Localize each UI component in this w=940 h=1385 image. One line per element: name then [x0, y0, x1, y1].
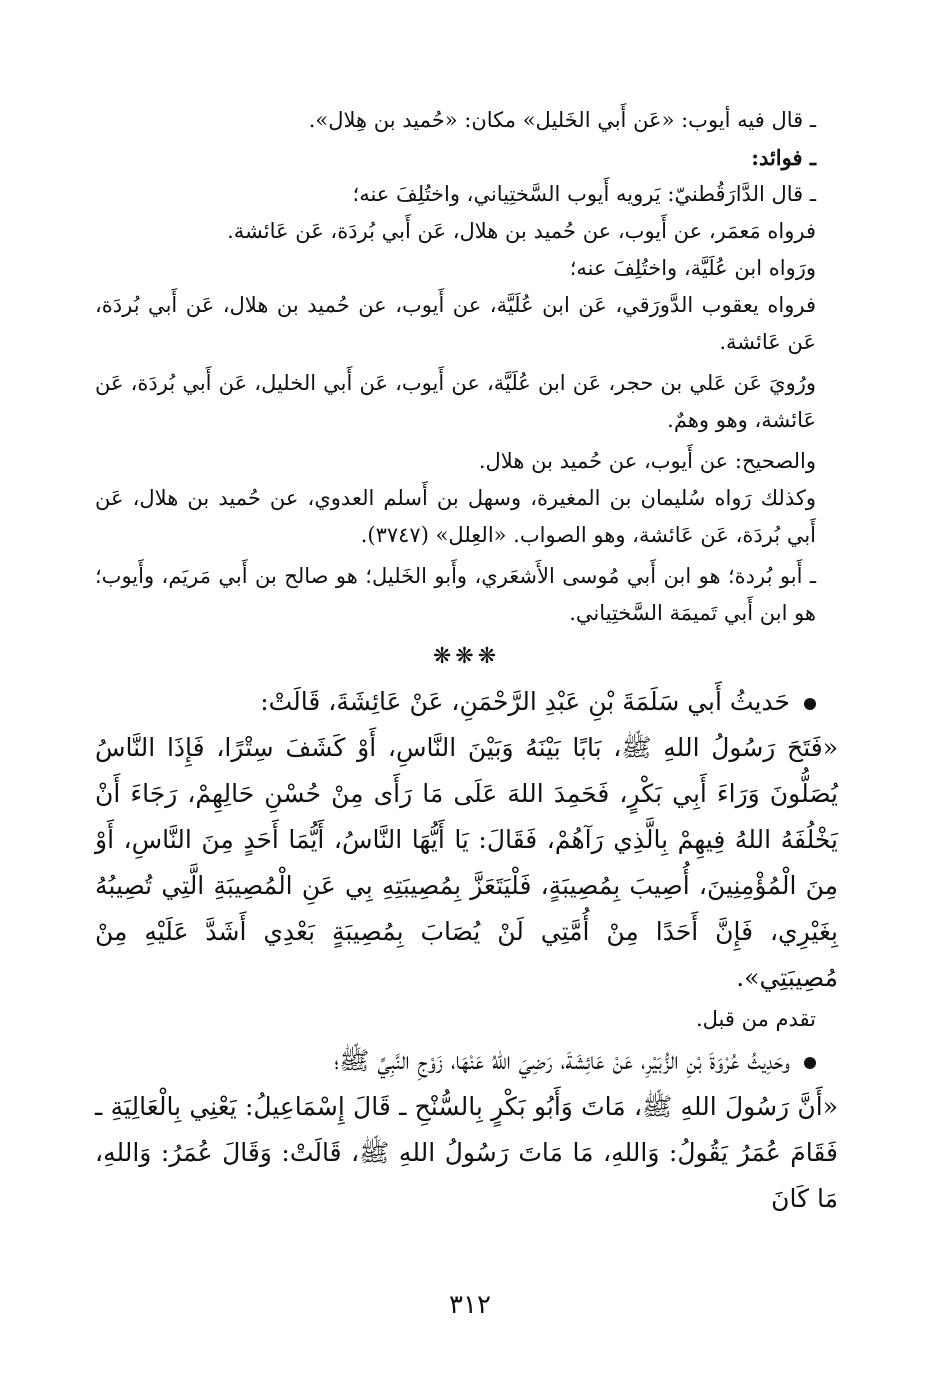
text-line: والصحيح: عن أَيوب، عن حُميد بن هلال. — [478, 449, 816, 473]
hadith-text: «أَنَّ رَسُولَ اللهِ ﷺ، مَاتَ وَأَبُو بَكْرٍ بِالسُّنْحِ ـ قَالَ إِسْمَاعِيلُ: يَعْنِي بِالْعَالِيَةِ ـ فَقَامَ عُمَرُ يَقُولُ: وَاللهِ، مَا مَاتَ رَسُولُ اللهِ ﷺ، قَالَتْ: وَقَالَ عُمَرُ: وَاللهِ، مَا كَانَ — [95, 1092, 838, 1213]
page-number: ٣١٢ — [449, 1290, 491, 1320]
text-paragraph: ورُويَ عَن عَلي بن حجر، عَن ابن عُلَيَّة، عن أَيوب، عَن أَبي الخليل، عَن أَبي بُردَة، عَن عَائشة، وهو وهمٌ. — [95, 371, 816, 432]
hadith-intro-text: وحَدِيثُ عُرْوَةَ بْنِ الزُّبَيْرِ، عَنْ عَائِشَةَ، رَضِيَ اللهُ عَنْهَا، زَوْجِ النَّبِيِّ ﷺ؛ — [334, 1046, 790, 1075]
section-separator: ❋❋❋ — [432, 644, 501, 669]
section-heading: ـ فوائد: — [751, 145, 816, 170]
hadith-note: تقدم من قبل. — [695, 1007, 816, 1031]
text-paragraph: ـ أَبو بُردة؛ هو ابن أَبي مُوسى الأَشعَري، وأَبو الخَليل؛ هو صالح بن أَبي مَريَم، وأَيوب؛ هو ابن أَبي تَميمَة السَّختِياني. — [95, 564, 816, 625]
bullet-icon — [804, 698, 816, 710]
page-content — [95, 102, 838, 1222]
text-paragraph: وكذلك رَواه سُليمان بن المغيرة، وسهل بن أَسلم العدوي، عن حُميد بن هلال، عَن أَبي بُردَة، عَن عَائشة، وهو الصواب. «العِلل» (٣٧٤٧). — [95, 486, 816, 547]
hadith-text: «فَتَحَ رَسُولُ اللهِ ﷺ، بَابًا بَيْنَهُ وَبَيْنَ النَّاسِ، أَوْ كَشَفَ سِتْرًا، فَإِذَا النَّاسُ يُصَلُّونَ وَرَاءَ أَبِي بَكْرٍ، فَحَمِدَ اللهَ عَلَى مَا رَأَى مِنْ حُسْنِ حَالِهِمْ، رَجَاءَ أَنْ يَخْلُفَهُ اللهُ فِيهِمْ بِالَّذِي رَآهُمْ، فَقَالَ: يَا أَيُّهَا النَّاسُ، أَيُّمَا أَحَدٍ مِنَ النَّاسِ، أَوْ مِنَ الْمُؤْمِنِينَ، أُصِيبَ بِمُصِيبَةٍ، فَلْيَتَعَزَّ بِمُصِيبَتِهِ بِي عَنِ الْمُصِيبَةِ الَّتِي تُصِيبُهُ بِغَيْرِي، فَإِنَّ أَحَدًا مِنْ أُمَّتِي لَنْ يُصَابَ بِمُصِيبَةٍ بَعْدِي أَشَدَّ عَلَيْهِ مِنْ مُصِيبَتِي». — [95, 733, 838, 992]
text-paragraph: فرواه يعقوب الدَّورَقي، عَن ابن عُلَيَّة، عن أَيوب، عن حُميد بن هلال، عَن أَبي بُردَة، عَن عَائشة. — [95, 293, 816, 354]
bullet-icon — [804, 1057, 816, 1069]
hadith-intro — [95, 1038, 838, 1084]
text-line: فرواه مَعمَر، عن أَيوب، عن حُميد بن هلال، عَن أَبي بُردَة، عَن عَائشة. — [227, 219, 816, 243]
text-line: ورَواه ابن عُلَيَّة، واختُلِفَ عنه؛ — [569, 256, 816, 280]
text-line: ـ قال فيه أيوب: «عَن أَبي الخَليل» مكان: «حُميد بن هِلال». — [308, 108, 816, 132]
text-line: ـ قال الدَّارَقُطنيّ: يَرويه أَيوب السَّختِياني، واختُلِفَ عنه؛ — [352, 182, 816, 206]
hadith-intro — [95, 679, 838, 725]
hadith-intro-text: حَديثُ أَبي سَلَمَةَ بْنِ عَبْدِ الرَّحْمَنِ، عَنْ عَائِشَةَ، قَالَتْ: — [260, 687, 790, 716]
